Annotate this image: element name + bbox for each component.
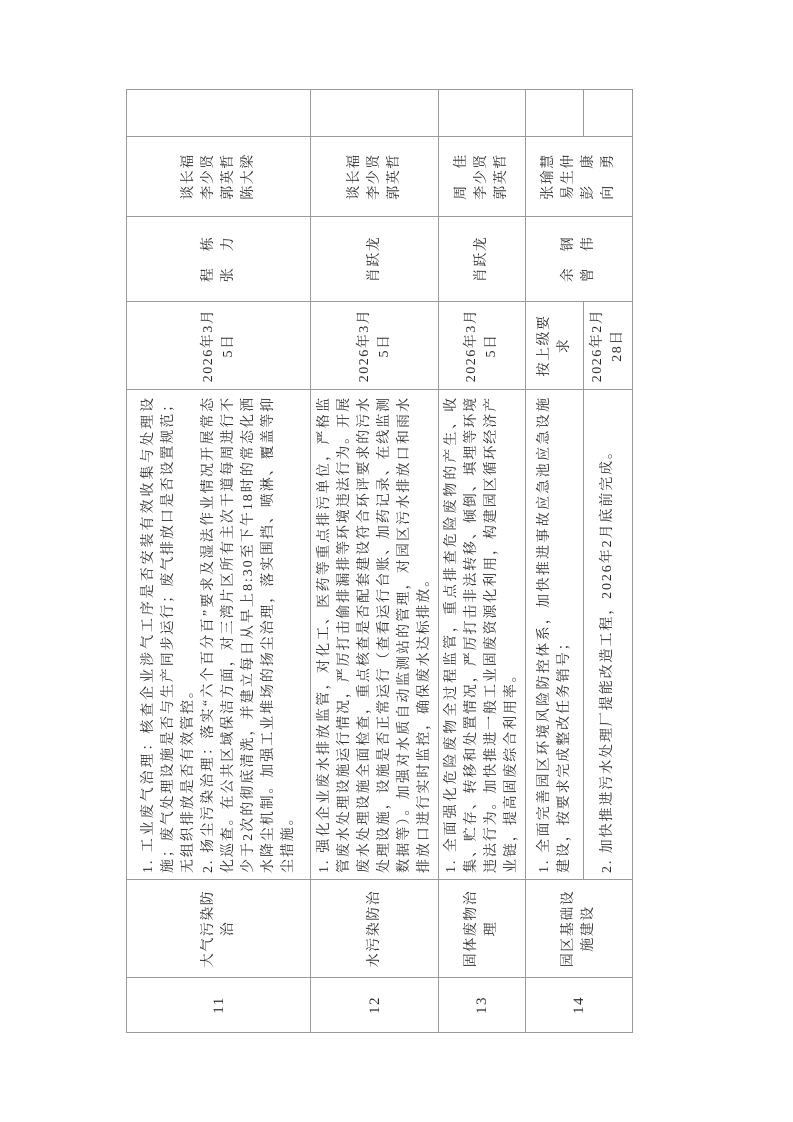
lead-persons-line: 李少贤 <box>474 153 489 200</box>
lead-persons <box>127 137 311 217</box>
task-deadline: 2026年3月5日 <box>311 302 439 390</box>
lead-persons-line: 李少贤 <box>200 153 216 200</box>
responsible-persons-line: 肖跃龙 <box>474 235 489 283</box>
lead-persons-line: 周 佳 <box>454 153 469 200</box>
row-number: 12 <box>311 978 439 1033</box>
task-category: 园区基础设施建设 <box>526 880 633 978</box>
task-deadline: 2026年3月5日 <box>127 302 311 390</box>
task-content-line: 1. 强化企业废水排放监管，对化工、医药等重点排污单位，严格监管废水处理设施运行情况，严厉打击偷排漏排等环境违法行为。开展废水处理设施全面检查，重点核查是否配套建设符合环评要求的污水处理设施，设施是否正常运行（查看运行台账、加药记录、在线监测数据等）。加强对水质自动监测站的管理，对园区污水排放口和雨水排放口进行实时监控，确保废水达标排放。 <box>316 396 432 873</box>
task-content <box>127 390 311 880</box>
responsible-persons <box>311 217 439 302</box>
lead-persons <box>439 137 526 217</box>
table-row <box>439 90 526 1033</box>
row-number: 11 <box>127 978 311 1033</box>
remarks-cell <box>584 90 633 137</box>
responsible-persons-line: 曾 伟 <box>581 235 596 283</box>
lead-persons-line: 谈长福 <box>180 153 196 200</box>
lead-persons <box>311 137 439 217</box>
task-content <box>311 390 439 880</box>
task-content-line: 1. 工业废气治理：核查企业涉气工序是否安装有效收集与处理设施；废气处理设施是否与生产同步运行；废气排放口是否设置规范；无组织排放是否有效管控。 <box>140 396 196 873</box>
responsible-persons-line: 余 钢 <box>561 235 576 283</box>
lead-persons-line: 彭 康 <box>581 153 596 200</box>
responsible-persons-line: 张 力 <box>220 235 236 283</box>
responsible-persons-line: 程 栋 <box>200 235 216 283</box>
responsible-persons <box>127 217 311 302</box>
task-content-line: 2. 加快推进污水处理厂提能改造工程，2026年2月底前完成。 <box>600 443 615 873</box>
task-content <box>439 390 526 880</box>
task-content-line: 1. 全面完善园区环境风险防控体系，加快推进事故应急池应急设施建设，按要求完成整改任务销号； <box>536 396 572 873</box>
remarks-cell <box>311 90 439 137</box>
lead-persons-line: 郭英哲 <box>220 153 236 200</box>
task-content-line: 1. 全面强化危险废物全过程监管，重点排查危险废物的产生、收集、贮存、转移和处置情况，严厉打击非法转移、倾倒、填埋等环境违法行为。加快推进一般工业固废资源化利用，构建园区循环经济产业链，提高固废综合利用率。 <box>444 396 519 873</box>
task-deadline: 2026年2月28日 <box>584 302 633 390</box>
responsible-persons <box>439 217 526 302</box>
remarks-cell <box>439 90 526 137</box>
task-content <box>584 390 633 880</box>
lead-persons-line: 陈大梁 <box>240 153 256 200</box>
lead-persons-line: 郭英哲 <box>494 153 509 200</box>
table-row <box>526 90 584 1033</box>
lead-persons-line: 易生仲 <box>561 153 576 200</box>
lead-persons-line: 谈长福 <box>346 153 362 200</box>
task-category: 水污染防治 <box>311 880 439 978</box>
task-table <box>126 89 633 1033</box>
table-row <box>127 90 311 1033</box>
lead-persons <box>526 137 633 217</box>
table-row <box>311 90 439 1033</box>
lead-persons-line: 李少贤 <box>366 153 382 200</box>
row-number: 13 <box>439 978 526 1033</box>
task-deadline: 2026年3月5日 <box>439 302 526 390</box>
lead-persons-line: 郭英哲 <box>386 153 402 200</box>
remarks-cell <box>127 90 311 137</box>
remarks-cell <box>526 90 584 137</box>
responsible-persons-line: 肖跃龙 <box>366 235 382 283</box>
task-deadline: 按上级要求 <box>526 302 584 390</box>
row-number: 14 <box>526 978 633 1033</box>
task-category: 固体废物治理 <box>439 880 526 978</box>
responsible-persons <box>526 217 633 302</box>
task-content-line: 2. 扬尘污染治理：落实“六个百分百”要求及湿法作业情况开展常态化巡查。在公共区域保洁方面，对三湾片区所有主次干道每周进行不少于2次的彻底清洗，并建立每日从早上8:30至下午18时的常态化洒水降尘机制。加强工业堆场的扬尘治理，落实围挡、喷淋、覆盖等抑尘措施。 <box>200 396 296 873</box>
task-category: 大气污染防治 <box>127 880 311 978</box>
lead-persons-line: 张瑜慧 <box>541 153 556 200</box>
task-content <box>526 390 584 880</box>
lead-persons-line: 向 勇 <box>601 153 616 200</box>
